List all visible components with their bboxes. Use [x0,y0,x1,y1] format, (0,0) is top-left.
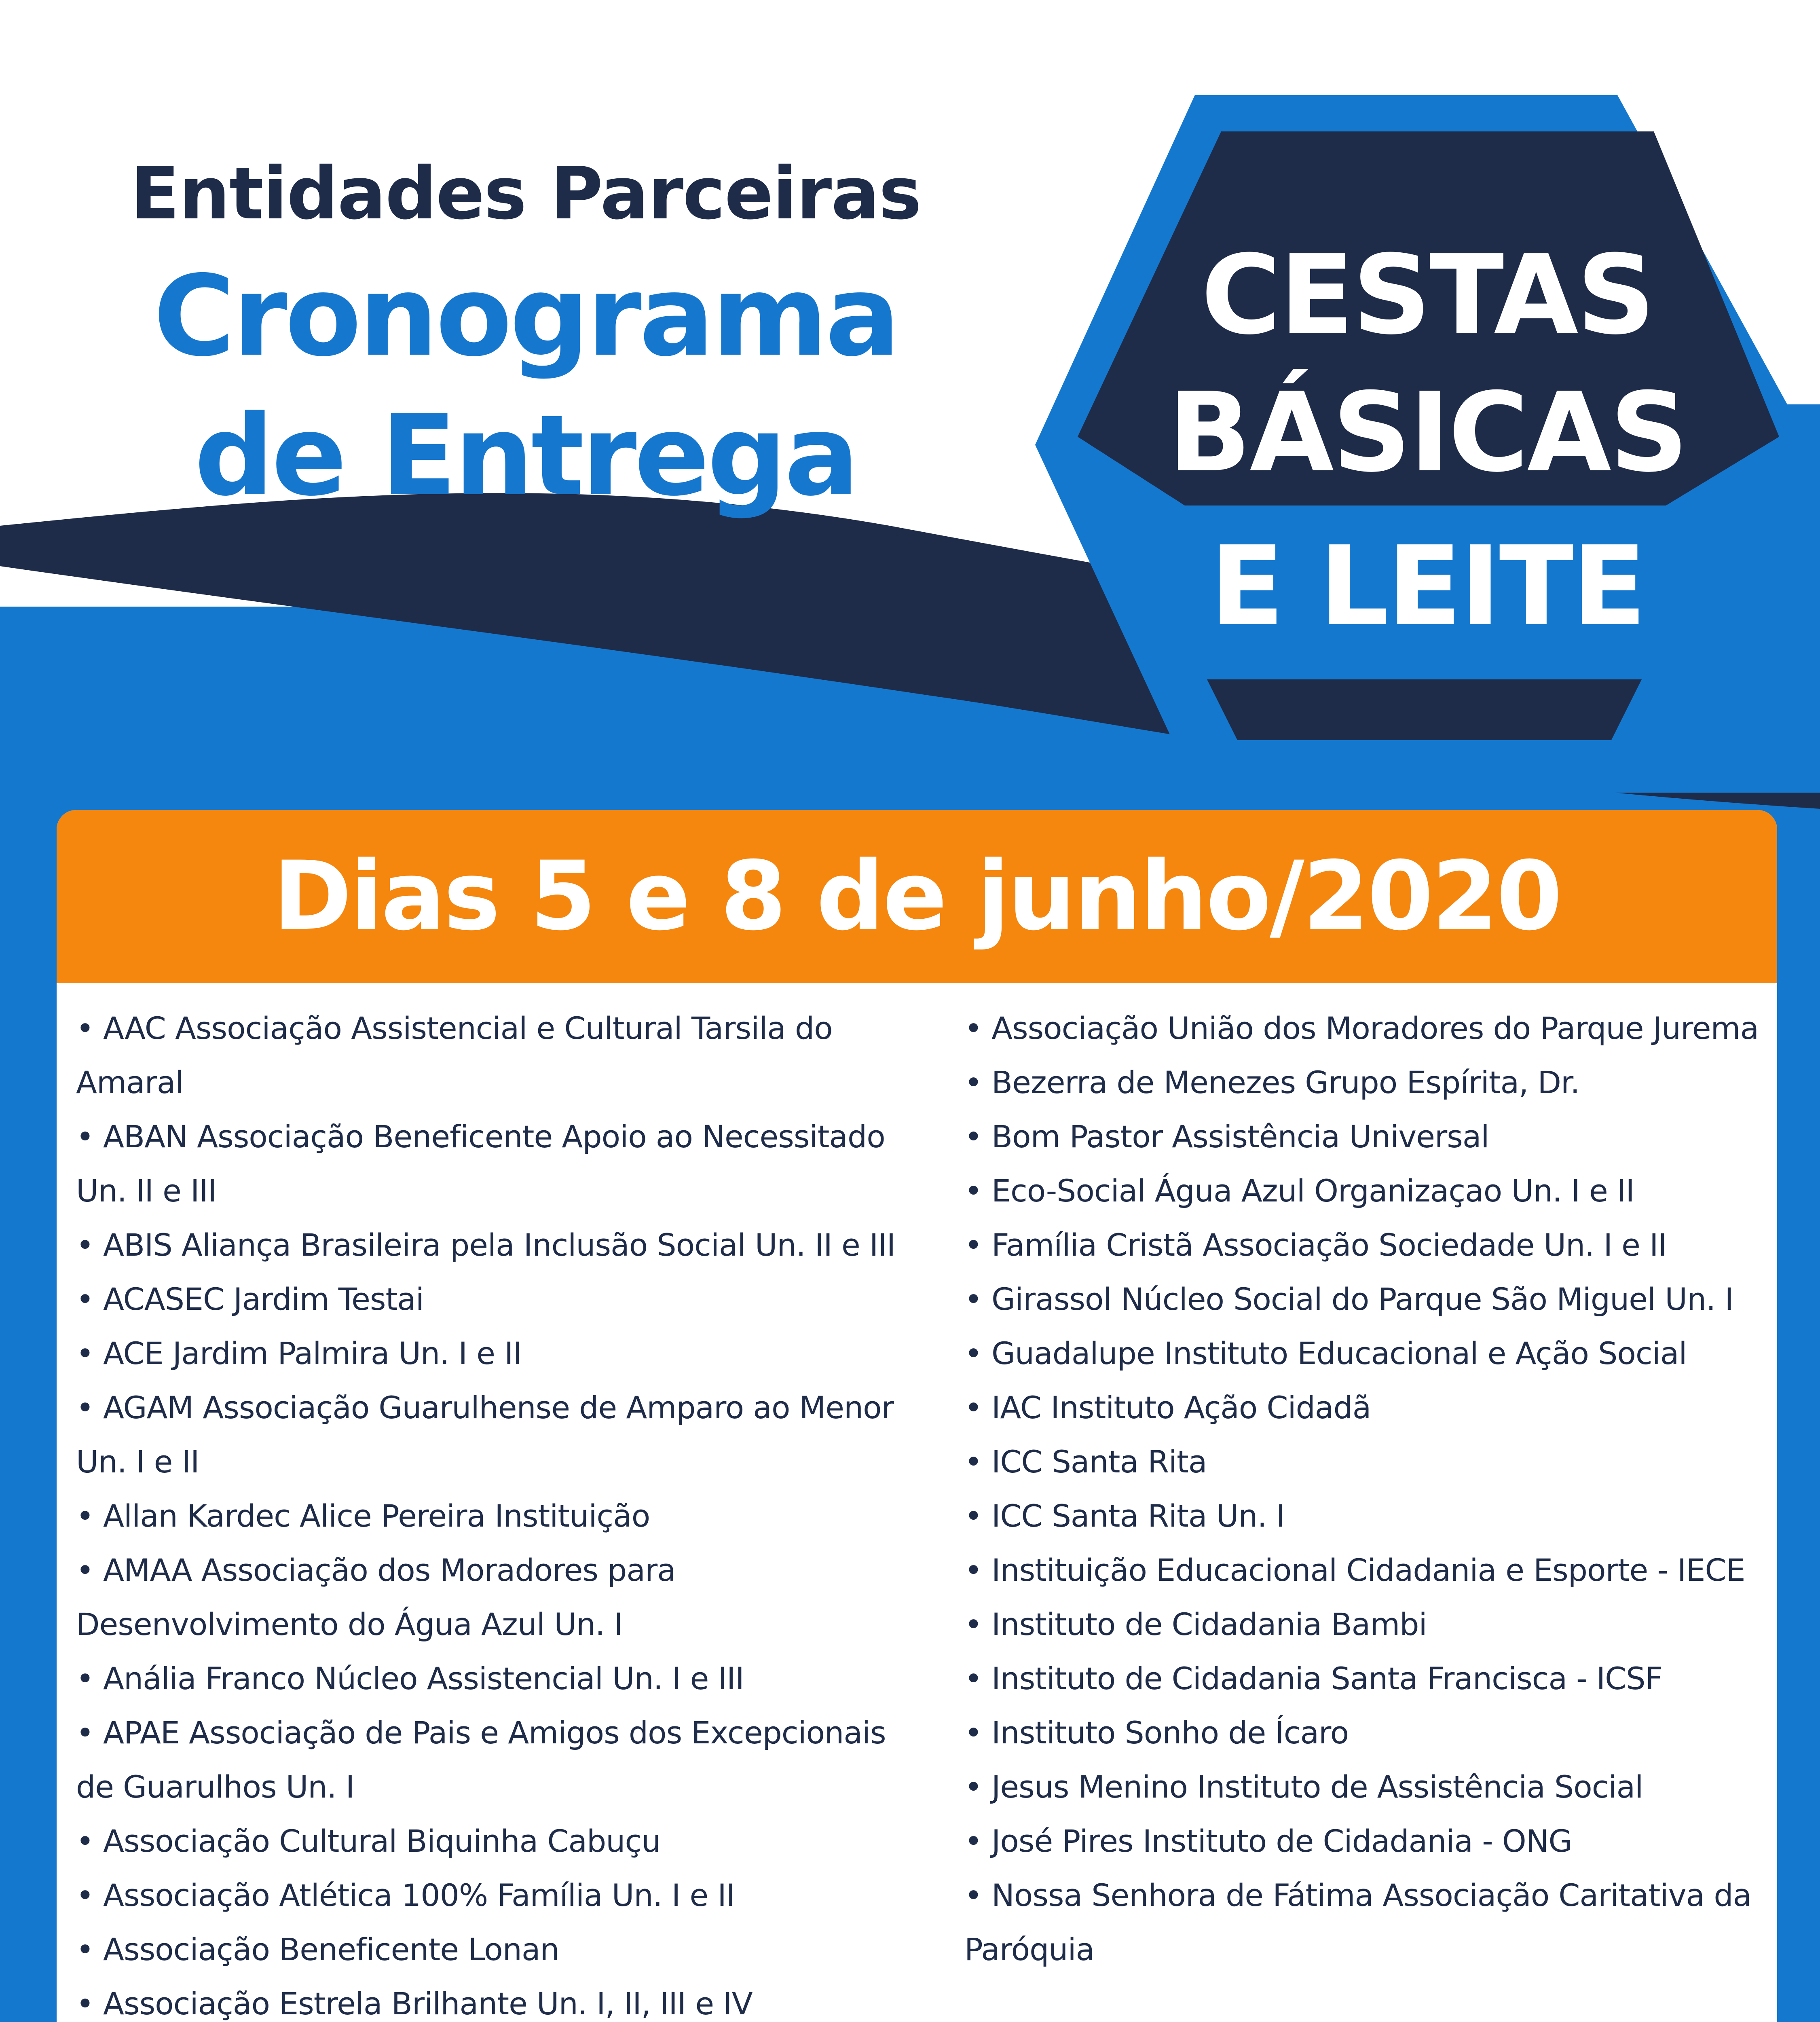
entity-item: • Instituição Educacional Cidadania e Esporte - IECE [964,1552,1745,1588]
entity-item: • Associação União dos Moradores do Parque Jurema [964,1010,1759,1046]
entity-item: • Família Cristã Associação Sociedade Un. I e II [964,1227,1667,1263]
entity-item: • Instituto Sonho de Ícaro [964,1715,1349,1751]
entity-item: • José Pires Instituto de Cidadania - ONG [964,1823,1572,1859]
entity-item: • IAC Instituto Ação Cidadã [964,1390,1371,1426]
entity-item: • Associação Cultural Biquinha Cabuçu [76,1823,661,1859]
entity-item: • Bezerra de Menezes Grupo Espírita, Dr. [964,1064,1580,1100]
entity-item: • Jesus Menino Instituto de Assistência Social [964,1769,1643,1805]
entity-item: • Associação Estrela Brilhante Un. I, II, III e IV [76,1986,753,2022]
title-line-2: de Entrega [194,391,857,520]
entity-item: • ACASEC Jardim Testai [76,1281,424,1317]
title-line-1: Cronograma [153,252,898,381]
entity-item: • AAC Associação Assistencial e Cultural Tarsila do Amaral [76,1010,833,1100]
entity-item: • Associação Beneficente Lonan [76,1931,559,1967]
entity-item: • Girassol Núcleo Social do Parque São Miguel Un. I [964,1281,1733,1317]
entity-list-right [964,1001,1777,1977]
subtitle: Entidades Parceiras [130,152,921,235]
entity-item: • Instituto de Cidadania Bambi [964,1606,1427,1642]
entity-list-left [76,1001,917,2022]
badge-line-2: BÁSICAS [1168,369,1687,496]
entity-item: • APAE Associação de Pais e Amigos dos Excepcionais de Guarulhos Un. I [76,1715,886,1805]
entity-item: • ICC Santa Rita [964,1444,1207,1480]
entity-item: • Allan Kardec Alice Pereira Instituição [76,1498,650,1534]
badge-subtitle: E LEITE [1210,522,1645,650]
page-title [73,247,979,526]
entity-item: • Nossa Senhora de Fátima Associação Caritativa da Paróquia [964,1877,1752,1967]
schedule-heading: Dias 5 e 8 de junho/2020 [57,810,1777,983]
badge-line-1: CESTAS [1201,231,1654,359]
entity-item: • Bom Pastor Assistência Universal [964,1119,1489,1155]
entity-item: • ACE Jardim Palmira Un. I e II [76,1335,522,1371]
entity-item: • Anália Franco Núcleo Assistencial Un. I e III [76,1660,744,1696]
entity-item: • ABIS Aliança Brasileira pela Inclusão Social Un. II e III [76,1227,896,1263]
entity-item: • Associação Atlética 100% Família Un. I e II [76,1877,735,1913]
entity-item: • AMAA Associação dos Moradores para Desenvolvimento do Água Azul Un. I [76,1552,676,1642]
entity-item: • ICC Santa Rita Un. I [964,1498,1285,1534]
entity-item: • ABAN Associação Beneficente Apoio ao Necessitado Un. II e III [76,1119,885,1209]
entity-item: • Instituto de Cidadania Santa Francisca - ICSF [964,1660,1663,1696]
badge-title [1116,226,1739,501]
entity-item: • Eco-Social Água Azul Organizaçao Un. I e II [964,1173,1634,1209]
badge-bottom-band [1207,679,1642,740]
entity-item: • AGAM Associação Guarulhense de Amparo ao Menor Un. I e II [76,1390,894,1480]
entity-item: • Guadalupe Instituto Educacional e Ação Social [964,1335,1687,1371]
